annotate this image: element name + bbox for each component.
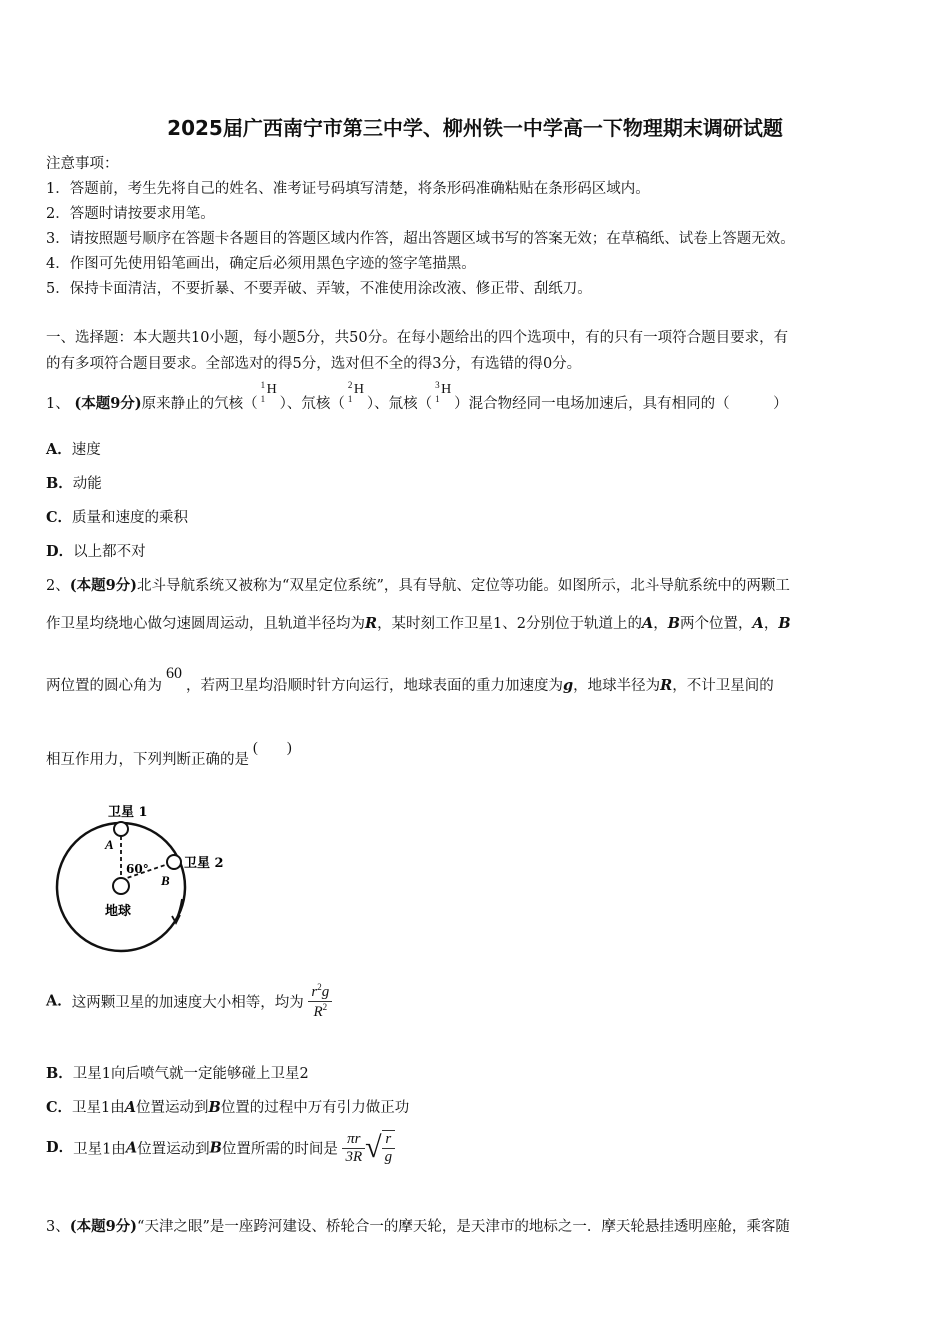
q1-text-4: ）混合物经同一电场加速后，具有相同的（ ） [454, 396, 788, 412]
angle-value: 60 [166, 665, 182, 682]
q1-number: 1、 [46, 396, 70, 412]
section-intro-line-1: 一、选择题：本大题共10小题，每小题5分，共50分。在每小题给出的四个选项中，有的只有一项符合题目要求，有 [46, 330, 789, 346]
label-point-a: A [105, 837, 114, 852]
q1-score: (本题9分) [74, 395, 142, 412]
question-2-line-2: 作卫星均绕地心做匀速圆周运动，且轨道半径均为R，某时刻工作卫星1、2分别位于轨道上的A，B两个位置，A，B [46, 615, 791, 632]
label-satellite-1: 卫星 1 [108, 805, 148, 820]
q1-option-b: B．动能 [46, 475, 102, 492]
page-title: 2025届广西南宁市第三中学、柳州铁一中学高一下物理期末调研试题 [167, 116, 783, 140]
label-angle: 60° [126, 862, 149, 876]
earth-marker [113, 878, 129, 894]
label-satellite-2: 卫星 2 [184, 856, 224, 871]
question-1-stem [46, 380, 788, 413]
section-intro-line-2: 的有多项符合题目要求。全部选对的得5分，选对但不全的得3分，有选错的得0分。 [46, 356, 582, 372]
q1-text-1: 原来静止的氕核（ [141, 396, 258, 412]
notice-item-2: 2．答题时请按要求用笔。 [46, 206, 215, 222]
isotope-protium: 1 1 H [260, 380, 277, 404]
satellite-orbit-figure [50, 796, 250, 966]
formula-time-fraction: $\frac{\pi r}{3R}$ [342, 1131, 365, 1166]
satellite-1-marker [114, 822, 128, 836]
isotope-tritium: 3 1 H [435, 380, 452, 404]
formula-acceleration: $\frac{r^2g}{R^2}$ [308, 982, 332, 1021]
answer-paren: ( ) [253, 740, 292, 756]
notice-item-3: 3．请按照题号顺序在答题卡各题目的答题区域内作答，超出答题区域书写的答案无效；在草稿纸、试卷上答题无效。 [46, 231, 795, 247]
satellite-2-marker [167, 855, 181, 869]
q2-option-c: C．卫星1由A位置运动到B位置的过程中万有引力做正功 [46, 1099, 410, 1116]
q1-text-3: ）、氚核（ [366, 396, 433, 412]
notice-item-1: 1．答题前，考生先将自己的姓名、准考证号码填写清楚，将条形码准确粘贴在条形码区域内。 [46, 181, 650, 197]
q1-text-2: ）、氘核（ [279, 396, 345, 412]
label-earth: 地球 [105, 904, 132, 919]
notice-item-4: 4．作图可先使用铅笔画出，确定后必须用黑色字迹的签字笔描黑。 [46, 256, 476, 272]
q2-option-d: D．卫星1由A位置运动到B位置所需的时间是 $\frac{\pi r}{3R}$ √ $\frac{r}{g}$ [46, 1130, 395, 1166]
q1-option-d: D．以上都不对 [46, 543, 146, 560]
isotope-deuterium: 2 1 H [347, 380, 365, 404]
q1-option-c: C．质量和速度的乘积 [46, 509, 189, 526]
question-3-stem: 3、(本题9分)“天津之眼”是一座跨河建设、桥轮合一的摩天轮，是天津市的地标之一．摩天轮悬挂透明座舱，乘客随 [46, 1218, 790, 1235]
notice-heading: 注意事项： [46, 156, 119, 172]
q2-option-b: B．卫星1向后喷气就一定能够碰上卫星2 [46, 1065, 309, 1082]
q2-option-a: A．这两颗卫星的加速度大小相等，均为 $\frac{r^2g}{R^2}$ [46, 982, 332, 1021]
question-2-line-3: 两位置的圆心角为60，若两卫星均沿顺时针方向运行，地球表面的重力加速度为g，地球半径为R，不计卫星间的 [46, 665, 774, 694]
q1-option-a: A．速度 [46, 441, 101, 458]
question-2-line-1: 2、(本题9分)北斗导航系统又被称为“双星定位系统”，具有导航、定位等功能。如图所示，北斗导航系统中的两颗工 [46, 577, 790, 594]
formula-time-sqrt: √ $\frac{r}{g}$ [365, 1130, 395, 1166]
question-2-line-4: 相互作用力，下列判断正确的是( ) [46, 748, 292, 769]
notice-item-5: 5．保持卡面清洁，不要折暴、不要弄破、弄皱，不准使用涂改液、修正带、刮纸刀。 [46, 281, 592, 297]
label-point-b: B [161, 873, 170, 888]
